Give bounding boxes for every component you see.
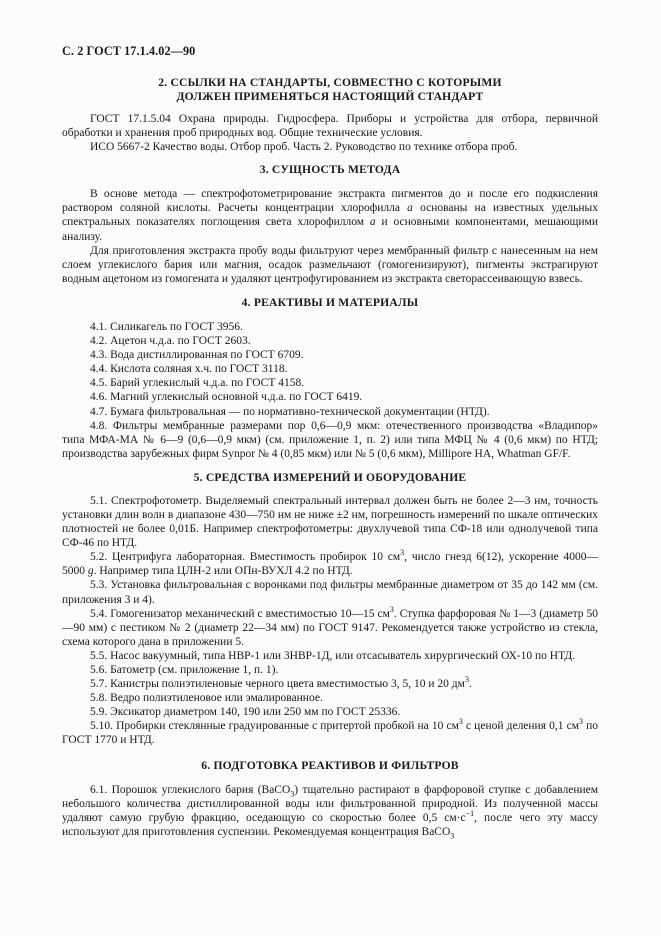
s5-i2-sup: 3 <box>400 548 405 558</box>
s5-i7-part-a: 5.7. Канистры полиэтиленовые черного цвета вместимостью 3, 5, 10 и 20 дм <box>90 678 465 691</box>
section-5-item-10 <box>62 719 598 747</box>
s5-i10-part-b: с ценой деления 0,1 см <box>462 720 579 733</box>
s5-i4-part-b: . Ступка фарфоровая № 1—3 (диаметр 50—90 мм) с пестиком № 2 (диаметр 22—34 мм) по ГОСТ 9147. Рекомендуется также устройство из стекла, схема которого дана в приложении 5. <box>62 607 599 648</box>
section-3-paragraph-1 <box>62 187 598 243</box>
s5-i10-sup-1: 3 <box>458 717 463 727</box>
section-4-item: 4.1. Силикагель по ГОСТ 3956. <box>90 320 243 333</box>
section-5-item-2 <box>62 550 598 578</box>
s5-i10-part-a: 5.10. Пробирки стеклянные градуированные с притертой пробкой на 10 см <box>90 720 459 733</box>
section-5-item-4 <box>62 604 599 649</box>
s3-p1-italic-a1: а <box>407 202 413 215</box>
section-2-paragraph-1: ГОСТ 17.1.5.04 Охрана природы. Гидросфера. Приборы и устройства для отбора, первичной обработки и хранения проб природных вод. Общие технические условия. <box>62 113 598 140</box>
section-5-title: 5. СРЕДСТВА ИЗМЕРЕНИЙ И ОБОРУДОВАНИЕ <box>193 470 467 484</box>
section-2-title <box>62 76 598 104</box>
s6-p1-part-c: , после чего эту массу используют для приготовления суспензии. Рекомендуемая концентрация BaCO <box>62 811 598 838</box>
s5-i7-sup: 3 <box>464 675 469 685</box>
section-4-item: 4.4. Кислота соляная х.ч. по ГОСТ 3118. <box>90 363 288 376</box>
section-5-item-3: 5.3. Установка фильтровальная с воронками под фильтры мембранные диаметром от 35 до 142 мм (см. приложения 3 и 4). <box>62 579 598 606</box>
s5-i2-part-b: , число гнезд 6(12), ускорение 4000—5000 <box>62 551 598 578</box>
s5-i4-part-a: 5.4. Гомогенизатор механический с вместимостью 10—15 см <box>90 607 390 620</box>
page-header: С. 2 ГОСТ 17.1.4.02—90 <box>62 44 196 58</box>
s3-p1-italic-a2: а <box>369 216 376 229</box>
s3-p1-part-e: и основными компонентами, мешающими анализу. <box>62 216 598 243</box>
s6-p1-part-b: ) тщательно растирают в фарфоровой ступке с добавлением небольшого количества дистиллированной воды или фильтрованной природной. Из полученной массы удаляют самую грубую фракцию, оседающую со скоростью более 0,5 см·с <box>62 783 599 824</box>
section-4-item: 4.3. Вода дистиллированная по ГОСТ 6709. <box>90 349 304 362</box>
section-5-item-5: 5.5. Насос вакуумный, типа НВР-1 или 3НВР-1Д, или отсасыватель хирургический ОХ-10 по НТД. <box>90 649 576 662</box>
s5-i2-part-a: 5.2. Центрифуга лабораторная. Вместимость пробирок 10 см <box>90 551 401 564</box>
section-4-item: 4.5. Барий углекислый ч.д.а. по ГОСТ 4158. <box>90 377 305 390</box>
section-4-item: 4.7. Бумага фильтровальная — по нормативно-технической документации (НТД). <box>90 405 490 418</box>
s3-p1-part-a: В основе метода — спектрофотометрирование экстракта пигментов до и после его подкисления раствором соляной кислоты. Расчеты концентрации хлорофилла <box>62 188 598 215</box>
section-4-title: 4. РЕАКТИВЫ И МАТЕРИАЛЫ <box>241 295 419 309</box>
s6-p1-sub-2: 3 <box>450 831 455 841</box>
s5-i2-part-d: . Например типа ЦЛН-2 или ОПн-ВУХЛ 4.2 по НТД. <box>93 565 353 578</box>
section-4-item: 4.2. Ацетон ч.д.а. по ГОСТ 2603. <box>90 335 251 348</box>
section-5-item-1: 5.1. Спектрофотометр. Выделяемый спектральный интервал должен быть не более 2—3 нм, точность установки длин волн в диапазоне 430—750 нм не ниже ±2 нм, погрешность измерений по шкале оптических плотностей не более 0,01Б. Например спектрофотометры: двухлучевой типа СФ-18 или однолучевой типа СФ-46 по НТД. <box>62 494 598 550</box>
s6-p1-part-a: 6.1. Порошок углекислого бария (BaCO <box>90 783 291 796</box>
section-4-item: 4.8. Фильтры мембранные размерами пор 0,6—0,9 мкм: отечественного производства «Владипор» типа МФА-МА № 6—9 (0,6—0,9 мкм) (см. приложение 1, п. 2) или типа МФЦ № 4 (0,6 мкм) по НТД; производства зарубежных фирм Synpor № 4 (0,85 мкм) или № 5 (0,6 мкм), Millipore HA, Whatman GF/F. <box>62 419 598 460</box>
section-5-item-7 <box>62 677 598 691</box>
section-6-title: 6. ПОДГОТОВКА РЕАКТИВОВ И ФИЛЬТРОВ <box>201 758 459 772</box>
section-2-paragraph-2: ИСО 5667-2 Качество воды. Отбор проб. Часть 2. Руководство по технике отбора проб. <box>90 141 518 154</box>
s5-i7-part-b: . <box>468 678 472 691</box>
page-content <box>62 76 598 839</box>
section-5-item-6: 5.6. Батометр (см. приложение 1, п. 1). <box>90 664 279 676</box>
s6-p1-sub-1: 3 <box>290 788 295 798</box>
s5-i4-sup: 3 <box>389 604 394 614</box>
section-2-title-line1: 2. ССЫЛКИ НА СТАНДАРТЫ, СОВМЕСТНО С КОТОРЫМИ <box>158 76 502 89</box>
section-5-item-8: 5.8. Ведро полиэтиленовое или эмалированное. <box>90 692 323 705</box>
section-6-item-1 <box>62 783 598 839</box>
s5-i2-italic-g: g <box>87 565 94 578</box>
s5-i10-sup-2: 3 <box>578 717 583 727</box>
section-3-title: 3. СУЩНОСТЬ МЕТОДА <box>259 163 401 177</box>
section-5-item-9: 5.9. Эксикатор диаметром 140, 190 или 250 мм по ГОСТ 25336. <box>90 706 401 719</box>
s3-p1-part-c: основаны на известных удельных спектральных показателях поглощения света хлорофиллом <box>62 202 598 229</box>
section-3-paragraph-2: Для приготовления экстракта пробу воды фильтруют через мембранный фильтр с нанесенным на нем слоем углекислого бария или магния, осадок размельчают (гомогенизируют), пигменты экстрагируют водным ацетоном из гомогената и удаляют центрофугированием из экстракта светорассеивающую взвесь. <box>62 244 598 285</box>
s5-i10-part-c: по ГОСТ 1770 и НТД. <box>62 720 598 747</box>
section-4-item: 4.6. Магний углекислый основной ч.д.а. по ГОСТ 6419. <box>90 391 363 404</box>
section-2-title-line2: ДОЛЖЕН ПРИМЕНЯТЬСЯ НАСТОЯЩИЙ СТАНДАРТ <box>176 90 484 103</box>
s6-p1-sup: −1 <box>465 808 475 818</box>
